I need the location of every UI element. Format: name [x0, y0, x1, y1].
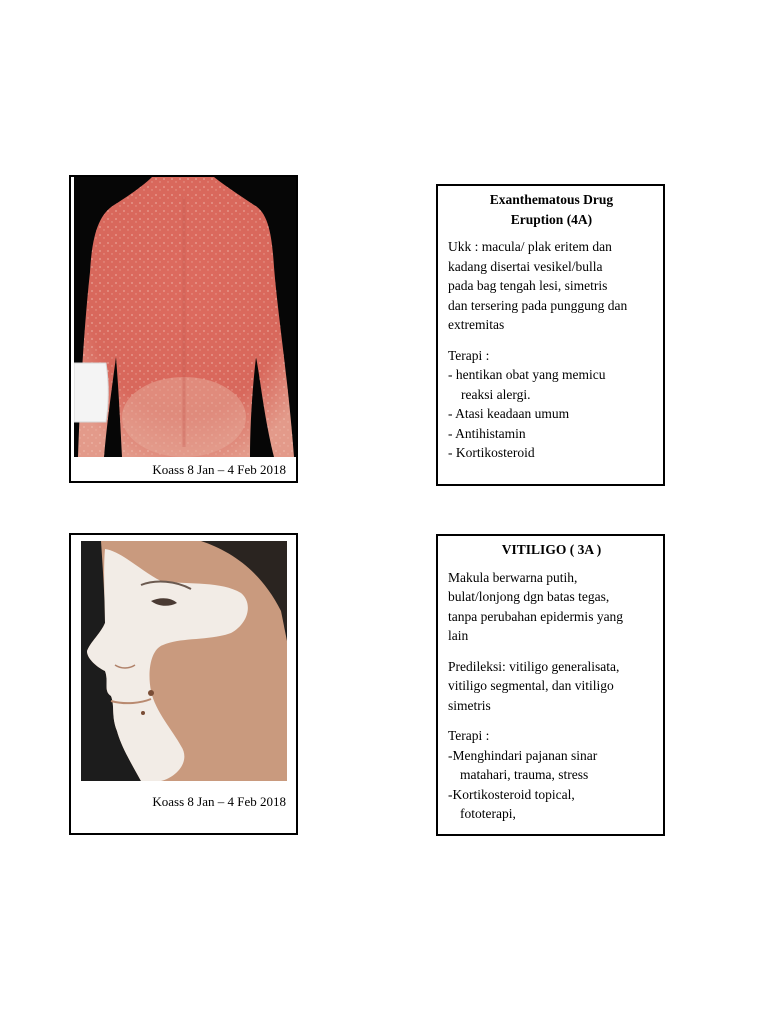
list-item: - Kortikosteroid — [448, 445, 535, 460]
text-line: Predileksi: vitiligo generalisata, — [448, 658, 620, 674]
text-line: simetris — [448, 697, 491, 713]
list-item: - Antihistamin — [448, 425, 526, 441]
vitiligo-text — [448, 540, 655, 824]
text-line: dan tersering pada punggung dan — [448, 297, 628, 313]
terapi-section — [448, 346, 655, 463]
text-line: tanpa perubahan epidermis yang — [448, 608, 624, 624]
text-line: vitiligo segmental, dan vitiligo — [448, 678, 614, 693]
terapi-section — [448, 726, 655, 824]
text-line: kadang disertai vesikel/bulla — [448, 258, 603, 274]
photo-caption: Koass 8 Jan – 4 Feb 2018 — [152, 794, 286, 809]
text-line: pada bag tengah lesi, simetris — [448, 278, 608, 293]
text-line: lain — [448, 628, 469, 643]
list-item: - hentikan obat yang memicu reaksi alergi. — [448, 367, 606, 402]
photo-card-vitiligo — [69, 533, 298, 835]
text-card-drug-eruption — [436, 184, 665, 486]
terapi-label: Terapi : — [448, 728, 490, 743]
card-title: VITILIGO ( 3A ) — [501, 542, 602, 557]
list-item: - Atasi keadaan umum — [448, 406, 570, 421]
terapi-label: Terapi : — [448, 347, 490, 363]
vitiligo-image — [81, 541, 287, 781]
photo-card-drug-eruption — [69, 175, 298, 483]
text-line: extremitas — [448, 317, 505, 332]
title-line: Eruption (4A) — [510, 211, 593, 227]
text-line: Ukk : macula/ plak eritem dan — [448, 239, 612, 254]
drug-eruption-text — [448, 190, 655, 463]
list-item: -Menghindari pajanan sinar matahari, trauma, stress — [448, 747, 598, 782]
vitiligo-photo — [81, 541, 287, 781]
list-item: -Kortikosteroid topical, fototerapi, — [448, 786, 575, 821]
ukk-paragraph — [448, 237, 655, 335]
drug-eruption-image — [74, 177, 296, 457]
text-card-vitiligo — [436, 534, 665, 836]
card-title — [448, 190, 655, 229]
photo-caption: Koass 8 Jan – 4 Feb 2018 — [152, 462, 286, 477]
text-line: bulat/lonjong dgn batas tegas, — [448, 589, 610, 604]
text-line: Makula berwarna putih, — [448, 569, 578, 585]
description-paragraph — [448, 568, 655, 646]
predileksi-paragraph — [448, 657, 655, 716]
title-line: Exanthematous Drug — [489, 192, 614, 207]
drug-eruption-photo — [74, 177, 296, 457]
